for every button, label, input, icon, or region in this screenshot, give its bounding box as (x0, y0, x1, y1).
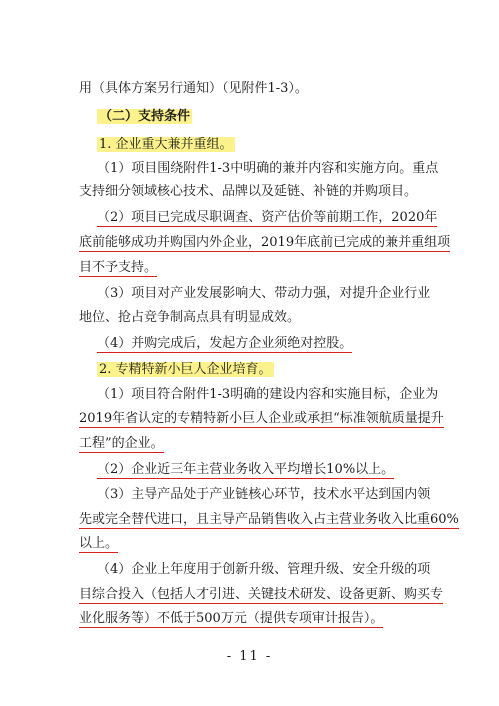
subsection-heading (97, 136, 235, 154)
text-line-underlined (79, 535, 118, 553)
section-heading-text: （二）支持条件 (99, 109, 191, 124)
text-line-underlined (79, 435, 164, 453)
underlined-text: 目综合投入（包括人才引进、关键技术研发、设备更新、购买专 (79, 587, 444, 602)
subsection-heading-text: 2. 专精特新小巨人企业培育。 (99, 362, 272, 377)
underlined-text: 业化服务等）不低于500万元（提供专项审计报告）。 (79, 611, 384, 626)
text-line: （4）企业上年度用于创新升级、管理升级、安全升级的项 (97, 562, 431, 577)
text-line-underlined (79, 610, 383, 628)
text-line: （3）项目对产业发展影响大、带动力强，对提升企业行业 (97, 286, 431, 301)
underlined-text: （4）并购完成后，发起方企业须绝对控股。 (97, 336, 353, 351)
text-line-underlined (79, 259, 157, 277)
underlined-text: 2019年省认定的专精特新小巨人企业或承担“标准领航质量提升 (79, 411, 444, 426)
underlined-text: 以上。 (79, 536, 119, 551)
text-line: （3）主导产品处于产业链核心环节，技术水平达到国内领 (97, 487, 431, 502)
text-line-underlined (97, 461, 394, 479)
underlined-text: 底前能够成功并购国内外企业，2019年底前已完成的兼并重组项 (79, 235, 451, 250)
section-heading (97, 108, 192, 126)
text-line: 用（具体方案另行通知）（见附件1-3）。 (79, 81, 308, 96)
text-line-underlined (79, 586, 443, 604)
page-number: - 11 - (226, 649, 273, 664)
underlined-text: （2）项目已完成尽职调查、资产估价等前期工作，2020年 (97, 210, 438, 225)
subsection-heading (97, 361, 274, 379)
underlined-text: 目不予支持。 (79, 260, 158, 275)
text-line: 地位、抢占竞争制高点具有明显成效。 (79, 310, 301, 325)
subsection-heading-text: 1. 企业重大兼并重组。 (99, 137, 233, 152)
text-line: 支持细分领域核心技术、品牌以及延链、补链的并购项目。 (79, 184, 418, 199)
text-line: （1）项目围绕附件1-3中明确的兼并内容和实施方向。重点 (97, 161, 439, 176)
text-line-underlined (79, 410, 444, 428)
text-line-underlined (97, 209, 437, 227)
underlined-text: （2）企业近三年主营业务收入平均增长10%以上。 (97, 462, 395, 477)
underlined-text: 工程”的企业。 (79, 436, 164, 451)
text-line-underlined (79, 511, 459, 529)
text-line-underlined (97, 335, 352, 353)
text-line: （1）项目符合附件1-3明确的建设内容和实施目标，企业为 (97, 387, 439, 402)
text-line-underlined (79, 234, 450, 252)
underlined-text: 先或完全替代进口，且主导产品销售收入占主营业务收入比重60% (79, 512, 459, 527)
